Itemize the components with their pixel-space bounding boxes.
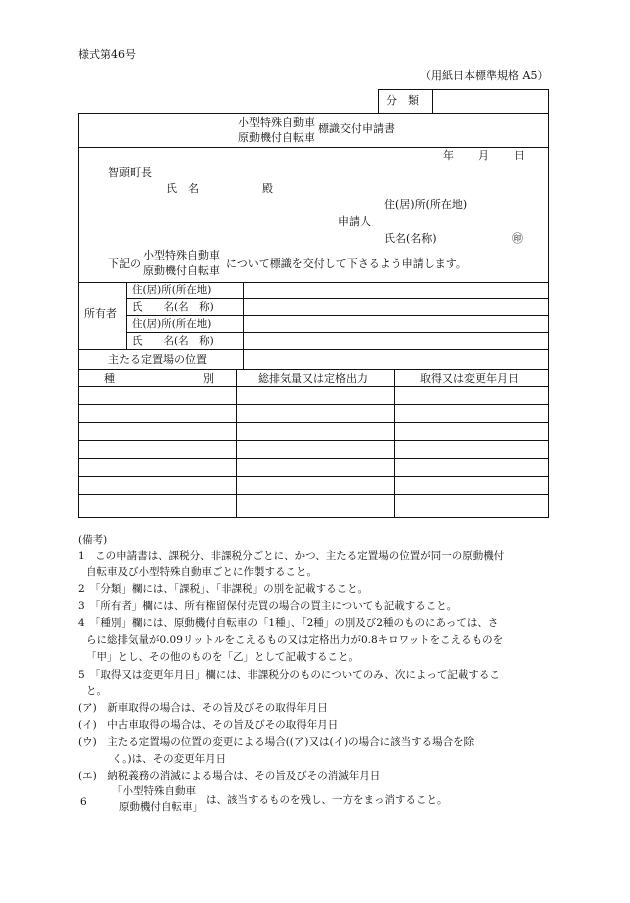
date-month-label: 月: [478, 149, 489, 162]
request-vehicle-options: [143, 248, 220, 278]
note-6-option-moped: 原動機付自転車」: [119, 801, 203, 813]
note-1-line-1: 1 この申請書は、課税分、非課税分ごとに、かつ、主たる定置場の位置が同一の原動機付: [78, 550, 505, 562]
paper-size-note: （用紙日本標準規格 A5）: [420, 69, 549, 82]
note-5-line-1: 5 「取得又は変更年月日」欄には、非課税分のものについてのみ、次によって記載するこ: [78, 669, 500, 681]
applicant-address-label: 住(居)所(所在地): [384, 198, 468, 211]
note-1-line-2: 自転車及び小型特殊自動車ごとに作製すること。: [86, 566, 317, 578]
request-prefix: 下記の: [108, 257, 141, 270]
note-5-item-a: (ア) 新車取得の場合は、その旨及びその取得年月日: [78, 702, 328, 714]
owner-row-address-2: 住(居)所(所在地): [132, 318, 212, 330]
owner-row-name-1: 氏 名(名 称): [132, 301, 214, 313]
table-header-acquisition-date: 取得又は変更年月日: [420, 372, 519, 385]
classification-label: 分 類: [386, 94, 419, 107]
seal-mark: ㊞: [512, 232, 523, 245]
date-day-label: 日: [514, 149, 525, 162]
owner-row-name-2: 氏 名(名 称): [132, 335, 214, 347]
title-option-moped: 原動機付自転車: [238, 131, 315, 144]
request-suffix: について標識を交付して下さるよう申請します。: [226, 257, 467, 270]
form-number: 様式第46号: [78, 48, 136, 61]
note-5-line-2: と。: [86, 685, 107, 697]
note-6-suffix: は、該当するものを残し、一方をまっ消すること。: [206, 794, 448, 806]
owner-row-address-1: 住(居)所(所在地): [132, 284, 212, 296]
table-header-type: 種 別: [104, 372, 214, 385]
note-5-item-e: (エ) 納税義務の消滅による場合は、その旨及びその消滅年月日: [78, 770, 381, 782]
note-4-line-1: 4 「種別」欄には、原動機付自転車の「1種」、「2種」の別及び2種のものにあっては、さ: [78, 617, 499, 629]
recipient-honorific: 殿: [262, 182, 273, 195]
note-6-option-small-special: 「小型特殊自動車: [112, 785, 196, 797]
request-option-small-special: 小型特殊自動車: [143, 249, 220, 262]
note-4-line-2: らに総排気量が0.09リットルをこえるもの又は定格出力が0.8キロワットをこえるものを: [86, 634, 504, 646]
note-3: 3 「所有者」欄には、所有権留保付売買の場合の買主についても記載すること。: [78, 600, 458, 612]
note-5-item-u-line-1: (ウ) 主たる定置場の位置の変更による場合((ア)又は(イ)の場合に該当する場合を除: [78, 736, 475, 748]
title-vehicle-options: [238, 115, 315, 145]
notes-title: (備考): [78, 534, 108, 546]
applicant-role-label: 申請人: [338, 215, 371, 228]
storage-location-label: 主たる定置場の位置: [108, 353, 207, 366]
note-4-line-3: 「甲」とし、その他のものを「乙」として記載すること。: [86, 651, 359, 663]
note-6-number: 6: [80, 796, 87, 808]
recipient-town: 智頭町長: [108, 166, 152, 179]
date-year-label: 年: [443, 149, 454, 162]
request-option-moped: 原動機付自転車: [143, 264, 220, 277]
title-option-small-special: 小型特殊自動車: [238, 116, 315, 129]
table-header-displacement: 総排気量又は定格出力: [258, 372, 368, 385]
title-suffix: 標識交付申請書: [318, 122, 395, 135]
applicant-name-label: 氏名(名称): [384, 232, 437, 245]
note-2: 2 「分類」欄には、「課税」、「非課税」の別を記載すること。: [78, 583, 369, 595]
owner-label: 所有者: [84, 307, 117, 320]
note-5-item-u-line-2: く。)は、その変更年月日: [112, 753, 227, 765]
note-5-item-i: (イ) 中古車取得の場合は、その旨及びその取得年月日: [78, 719, 339, 731]
recipient-name-label: 氏 名: [166, 182, 199, 195]
